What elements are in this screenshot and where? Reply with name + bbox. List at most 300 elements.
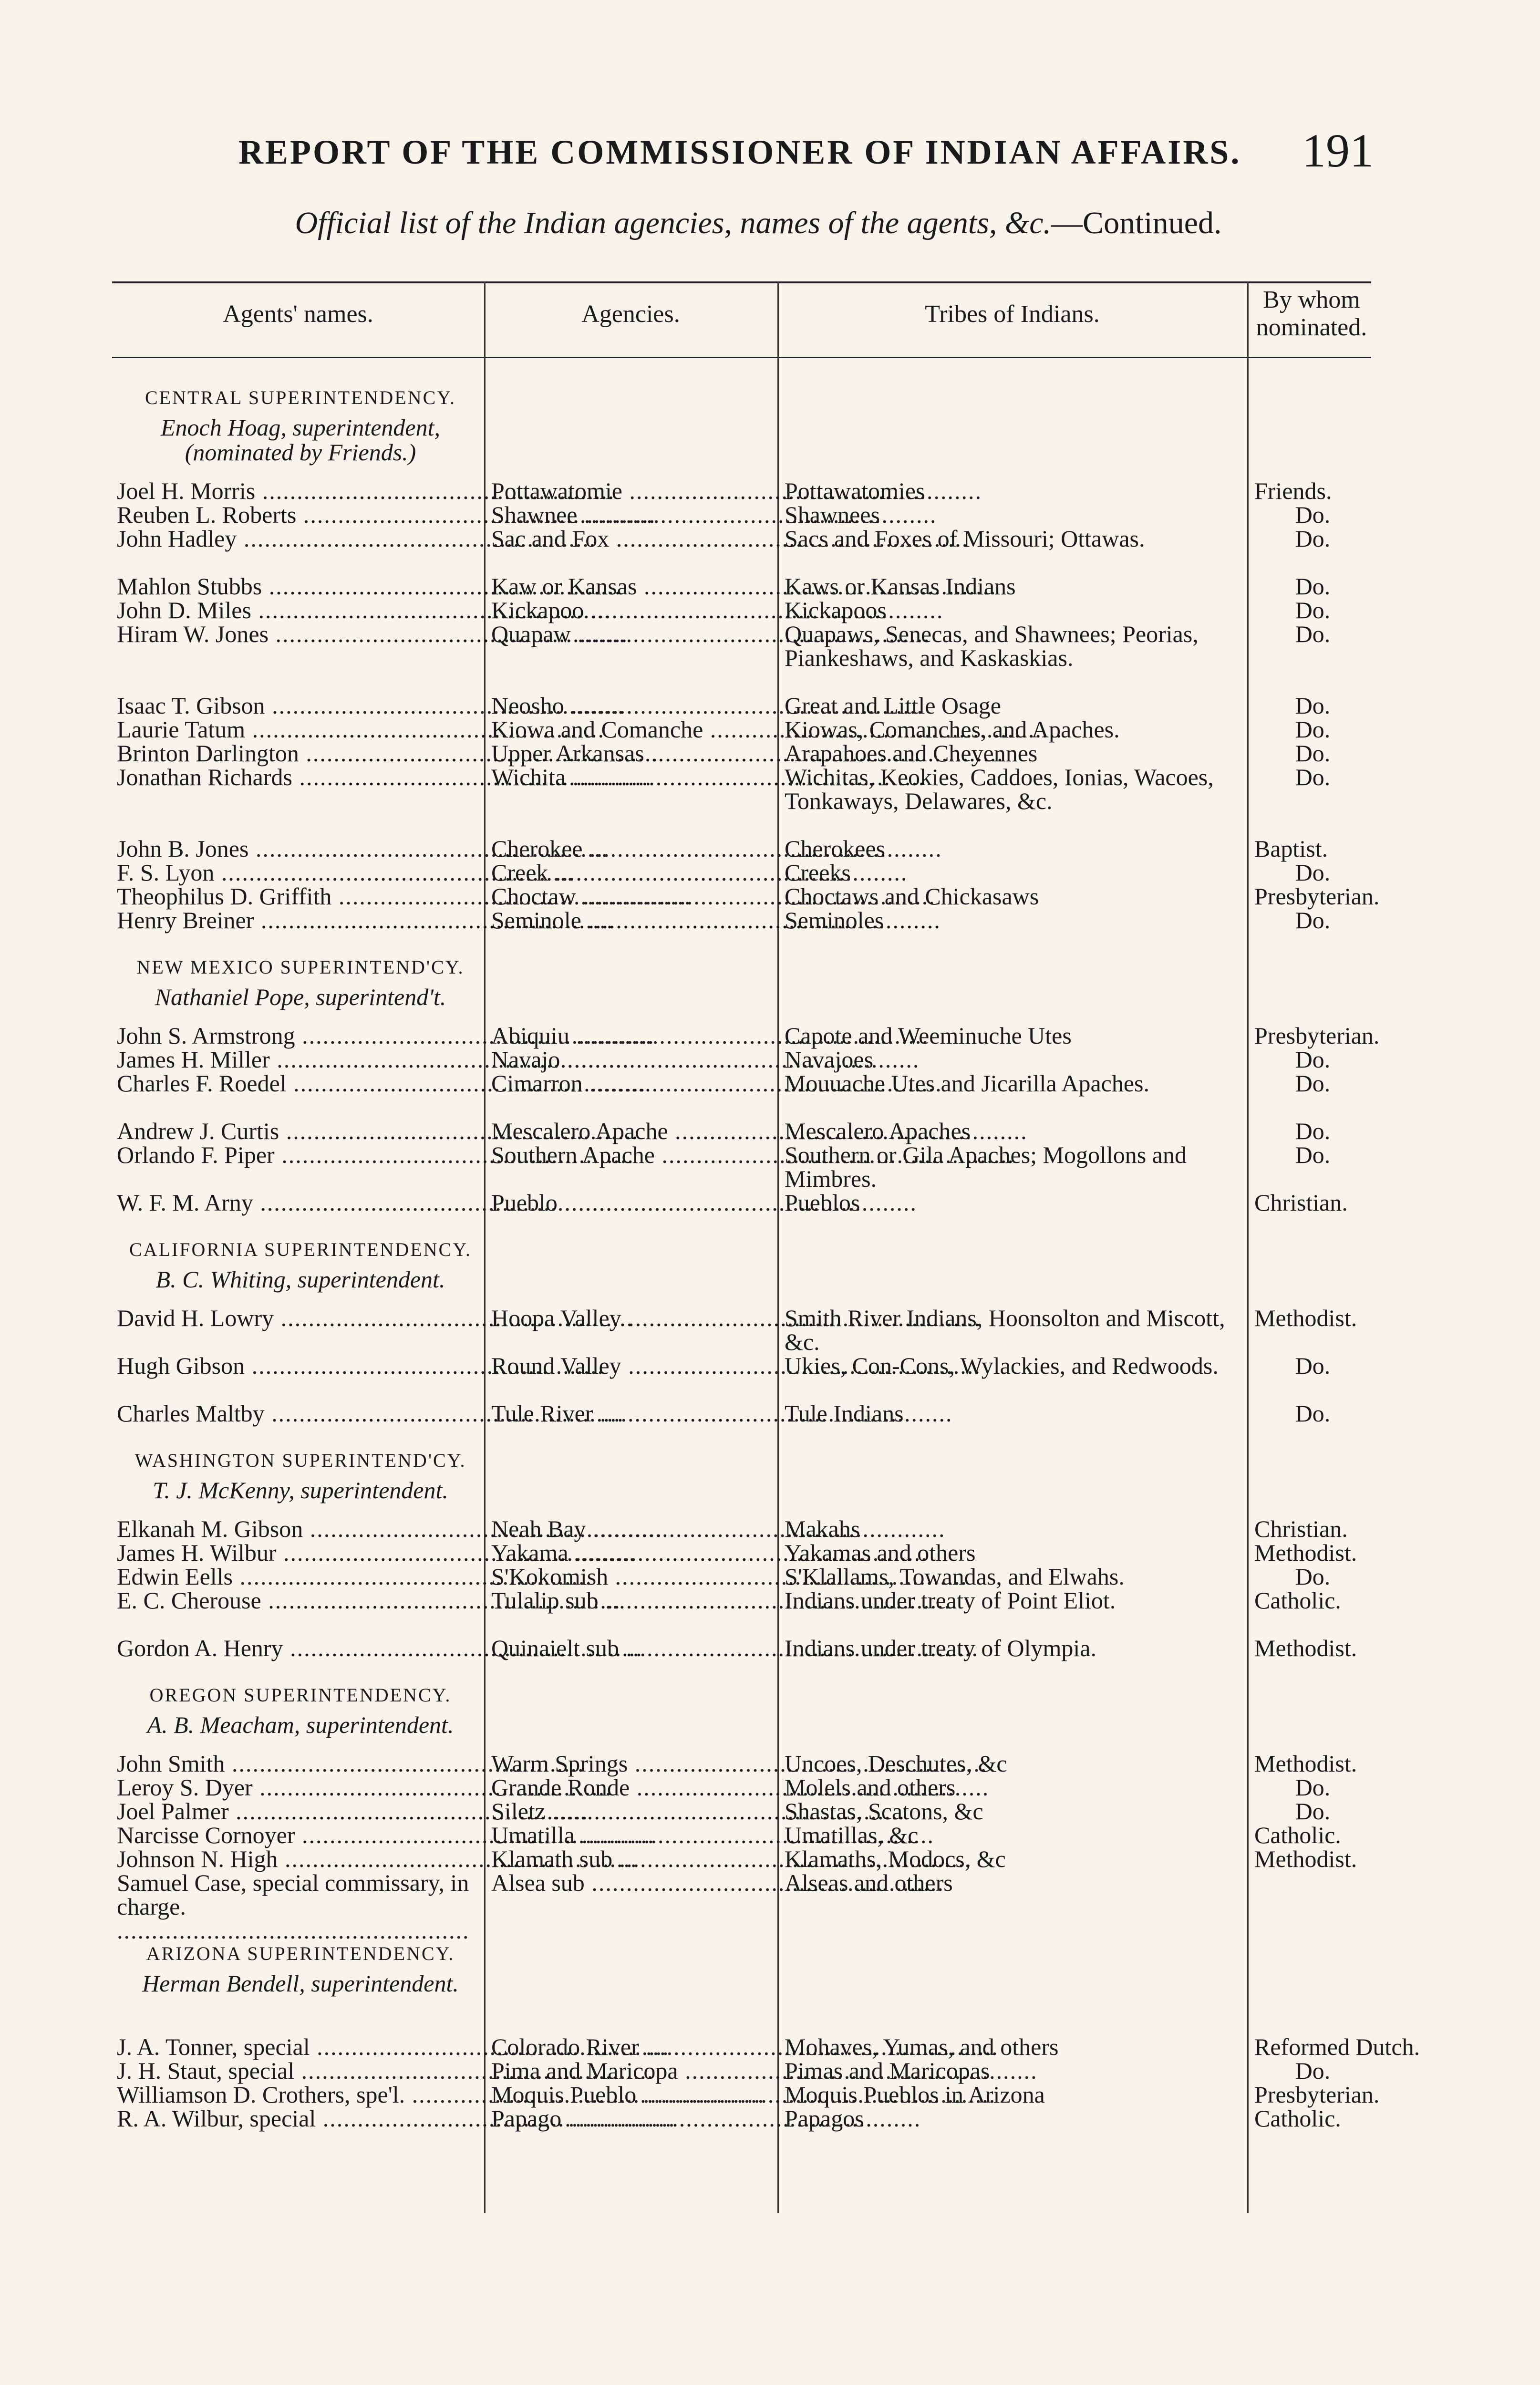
nominated-by-cell	[1254, 622, 1371, 646]
tribes-cell-text: Shawnees	[785, 501, 880, 528]
agent-name-cell	[117, 1565, 484, 1588]
nominated-by-cell	[1254, 1071, 1371, 1095]
agency-name-cell	[491, 1047, 777, 1071]
table-row	[112, 765, 1371, 837]
agency-name-cell	[491, 1143, 777, 1167]
agency-name-cell	[491, 837, 777, 861]
agency-name-cell	[491, 2059, 777, 2083]
report-title: REPORT OF THE COMMISSIONER OF INDIAN AFFAIRS.	[238, 133, 1241, 171]
nominated-by-cell	[1254, 1847, 1371, 1871]
agent-name-cell-text: E. C. Cherouse .....	[117, 1587, 621, 1614]
agent-name-cell-text: John Hadley .....	[117, 525, 596, 552]
nominated-by-cell	[1254, 1354, 1371, 1378]
agent-name-cell	[117, 1752, 484, 1775]
agent-name-cell	[117, 694, 484, 717]
nominated-by-cell	[1254, 1143, 1371, 1167]
nominated-by-cell	[1254, 1752, 1371, 1775]
page-number: 191	[1302, 124, 1374, 177]
tribes-cell-text: Umatillas, &c	[785, 1822, 919, 1848]
agency-name-cell-text: Alsea sub .....	[491, 1869, 944, 1896]
agent-name-cell	[117, 1401, 484, 1425]
agency-name-cell	[491, 1823, 777, 1847]
agent-name-cell-text: Orlando F. Piper .....	[117, 1141, 634, 1168]
agency-name-cell-text: Hoopa Valley .....	[491, 1305, 981, 1331]
tribes-cell-text: Makahs	[785, 1515, 860, 1542]
nominated-by-cell	[1254, 1022, 1380, 1049]
agency-name-cell-text: Cherokee .....	[491, 835, 942, 862]
agent-name-cell-text: Hiram W. Jones .....	[117, 621, 628, 647]
superintendent-name: Enoch Hoag, superintendent, (nominated by Friends.)	[160, 414, 440, 466]
nominated-by-cell	[1254, 717, 1371, 741]
nominated-by-cell	[1254, 1636, 1371, 1660]
nominated-by-cell	[1254, 1306, 1371, 1330]
tribes-cell-text: Seminoles	[785, 907, 884, 933]
column-header-agents: Agents' names.	[223, 301, 373, 328]
nominated-by-cell	[1254, 1517, 1371, 1541]
nominated-by-cell-text: Do.	[1295, 1141, 1331, 1168]
table-row	[112, 1354, 1371, 1401]
agent-name-cell	[117, 1588, 484, 1612]
tribes-cell-text: Indians under treaty of Olympia.	[785, 1635, 1096, 1661]
tribes-cell	[785, 837, 1245, 861]
agent-name-cell	[117, 479, 484, 503]
agent-name-cell	[117, 1823, 484, 1847]
tribes-cell	[785, 765, 1245, 837]
tribes-cell	[785, 598, 1245, 622]
table-row	[112, 2081, 1380, 2108]
agent-name-cell-text: Narcisse Cornoyer .....	[117, 1822, 655, 1848]
tribes-cell	[785, 741, 1245, 765]
nominated-by-cell-text: Catholic.	[1254, 1587, 1341, 1614]
table-row	[112, 1565, 1371, 1588]
table-row	[112, 1847, 1371, 1871]
agent-name-cell	[117, 574, 484, 598]
agency-name-cell-text: Seminole .....	[491, 907, 941, 933]
agency-name-cell	[491, 1752, 777, 1775]
table-row	[112, 1517, 1371, 1541]
agent-name-cell-text: John B. Jones .....	[117, 835, 608, 862]
agent-name-cell-text: John S. Armstrong .....	[117, 1022, 655, 1049]
tribes-cell-text: Papagos	[785, 2105, 864, 2132]
agency-name-cell	[491, 2106, 777, 2130]
tribes-cell	[785, 2106, 1245, 2130]
agency-name-cell-text: Sac and Fox .....	[491, 525, 969, 552]
nominated-by-cell	[1254, 1191, 1371, 1214]
agency-name-cell-text: S'Kokomish .....	[491, 1563, 968, 1590]
table-row	[112, 1799, 1371, 1823]
table-row	[112, 2106, 1371, 2130]
agent-name-cell	[117, 837, 484, 861]
table-row	[112, 1022, 1380, 1049]
nominated-by-cell	[1254, 479, 1371, 503]
nominated-by-cell	[1254, 2081, 1380, 2108]
table-row	[112, 479, 1371, 503]
tribes-cell-text: Pimas and Maricopas	[785, 2057, 990, 2084]
agency-name-cell	[491, 765, 777, 789]
tribes-cell-text: Pottawatomies	[785, 477, 925, 504]
agency-name-cell-text: Kickapoo .....	[491, 597, 943, 623]
section-heading: OREGON SUPERINTENDENCY.	[149, 1684, 452, 1706]
nominated-by-cell	[1254, 694, 1371, 717]
table-row	[112, 861, 1371, 884]
nominated-by-cell-text: Christian.	[1254, 1515, 1348, 1542]
agency-name-cell-text: Quinaielt sub .....	[491, 1635, 979, 1661]
tribes-cell-text: Sacs and Foxes of Missouri; Ottawas.	[785, 525, 1145, 552]
agency-name-cell-text: Kiowa and Comanche .....	[491, 716, 1063, 743]
agency-name-cell-text: Kaw or Kansas .....	[491, 573, 996, 600]
agent-name-cell-text: Brinton Darlington .....	[117, 740, 659, 767]
table-row	[112, 837, 1371, 861]
nominated-by-cell-text: Presbyterian.	[1254, 883, 1380, 910]
agent-name-cell-text: Edwin Eells .....	[117, 1563, 592, 1590]
table-top-rule	[112, 281, 1371, 283]
agent-name-cell	[117, 527, 484, 550]
tribes-cell-text: Arapahoes and Cheyennes	[785, 740, 1038, 767]
tribes-cell	[785, 1143, 1245, 1191]
tribes-cell	[785, 527, 1245, 574]
agent-name-cell	[117, 1847, 484, 1871]
tribes-cell-text: Mohaves, Yumas, and others	[785, 2033, 1059, 2060]
agent-name-cell-text: Johnson N. High .....	[117, 1846, 638, 1872]
agent-name-cell-text: Theophilus D. Griffith .....	[117, 883, 691, 910]
nominated-by-cell	[1254, 1047, 1371, 1071]
nominated-by-cell	[1254, 1541, 1371, 1565]
tribes-cell	[785, 1799, 1245, 1823]
agent-name-cell	[117, 741, 484, 765]
agency-name-cell-text: Grande Ronde .....	[491, 1774, 989, 1801]
nominated-by-cell	[1254, 598, 1371, 622]
agent-name-cell	[117, 622, 484, 646]
agency-name-cell-text: Mescalero Apache .....	[491, 1118, 1028, 1144]
agency-name-cell-text: Colorado River .....	[491, 2033, 999, 2060]
nominated-by-cell-text: Do.	[1295, 621, 1331, 647]
agent-name-cell-text: John D. Miles .....	[117, 597, 611, 623]
agency-name-cell-text: Yakama .....	[491, 1539, 928, 1566]
tribes-cell-text: Tule Indians	[785, 1400, 904, 1427]
table-row	[112, 1871, 1371, 1918]
nominated-by-cell-text: Methodist.	[1254, 1305, 1357, 1331]
agent-name-cell-text: David H. Lowry .....	[117, 1305, 633, 1331]
agent-name-cell-text: Henry Breiner .....	[117, 907, 613, 933]
nominated-by-cell-text: Catholic.	[1254, 2105, 1341, 2132]
tribes-cell	[785, 694, 1245, 717]
tribes-cell	[785, 1517, 1245, 1541]
agent-name-cell	[117, 1871, 484, 1918]
agent-name-cell-text: Reuben L. Roberts .....	[117, 501, 656, 528]
agent-name-cell-text: Andrew J. Curtis .....	[117, 1118, 639, 1144]
agency-name-cell	[491, 1191, 777, 1214]
section-heading: ARIZONA SUPERINTENDENCY.	[146, 1943, 455, 1964]
tribes-cell-text: Indians under treaty of Point Eliot.	[785, 1587, 1116, 1614]
superintendent-name: Herman Bendell, superintendent.	[142, 1970, 459, 1997]
tribes-cell	[785, 479, 1245, 503]
nominated-by-cell-text: Reformed Dutch.	[1254, 2033, 1420, 2060]
nominated-by-cell-text: Do.	[1295, 740, 1331, 767]
tribes-cell-text: Cherokees	[785, 835, 886, 862]
table-row	[112, 622, 1371, 694]
nominated-by-cell	[1254, 883, 1380, 910]
agent-name-cell-text: J. H. Staut, special .....	[117, 2057, 654, 2084]
nominated-by-cell	[1254, 765, 1371, 789]
agent-name-cell	[117, 717, 484, 741]
agent-name-cell	[117, 503, 484, 527]
nominated-by-cell	[1254, 574, 1371, 598]
agent-name-cell-text: F. S. Lyon .....	[117, 859, 574, 886]
tribes-cell	[785, 717, 1245, 741]
tribes-cell-text: Great and Little Osage	[785, 692, 1001, 719]
tribes-cell-text: Mouuache Utes and Jicarilla Apaches.	[785, 1070, 1150, 1097]
tribes-cell-text: Uncoes, Deschutes, &c	[785, 1750, 1007, 1777]
tribes-cell	[785, 2035, 1245, 2059]
table-row	[112, 1047, 1371, 1071]
table-row	[112, 908, 1371, 932]
tribes-cell	[785, 1401, 1245, 1425]
nominated-by-cell-text: Do.	[1295, 573, 1331, 600]
agency-name-cell	[491, 1306, 777, 1330]
agency-name-cell-text: Siletz .....	[491, 1798, 905, 1825]
nominated-by-cell-text: Friends.	[1254, 477, 1332, 504]
table-row	[112, 2059, 1371, 2083]
agency-name-cell-text: Round Valley .....	[491, 1352, 981, 1379]
tribes-cell-text: Yakamas and others	[785, 1539, 976, 1566]
table-row	[112, 1752, 1371, 1775]
nominated-by-cell	[1254, 837, 1371, 861]
caption-suffix: —Continued.	[1051, 206, 1222, 240]
agent-name-cell-text: Samuel Case, special commissary, in charge. .....	[117, 1869, 470, 1944]
nominated-by-cell	[1254, 1799, 1371, 1823]
tribes-cell	[785, 1775, 1245, 1799]
tribes-cell	[785, 1354, 1245, 1401]
agent-name-cell	[117, 1071, 484, 1095]
agent-name-cell-text: Elkanah M. Gibson .....	[117, 1515, 662, 1542]
table-row	[112, 1306, 1371, 1354]
agency-name-cell	[491, 2083, 777, 2106]
tribes-cell-text: Moquis Pueblos in Arizona	[785, 2081, 1045, 2108]
table-row	[112, 741, 1371, 765]
agent-name-cell	[117, 884, 484, 908]
agency-name-cell	[491, 1024, 777, 1047]
agency-name-cell	[491, 908, 777, 932]
tribes-cell	[785, 861, 1245, 884]
agency-name-cell-text: Shawnee .....	[491, 501, 937, 528]
agent-name-cell-text: Williamson D. Crothers, spe'l. .....	[117, 2081, 765, 2108]
agency-name-cell	[491, 694, 777, 717]
agent-name-cell	[117, 1354, 484, 1378]
superintendent-name: Nathaniel Pope, superintend't.	[155, 984, 446, 1010]
table-row	[112, 527, 1371, 574]
agent-name-cell	[117, 598, 484, 622]
agency-name-cell	[491, 1799, 777, 1823]
agent-name-cell-text: Hugh Gibson .....	[117, 1352, 604, 1379]
agent-name-cell	[117, 765, 484, 789]
column-header-nominated: By whom nominated.	[1256, 286, 1367, 341]
agent-name-cell-text: Laurie Tatum .....	[117, 716, 605, 743]
agency-name-cell	[491, 2035, 777, 2059]
nominated-by-cell-text: Christian.	[1254, 1189, 1348, 1216]
nominated-by-cell-text: Baptist.	[1254, 835, 1328, 862]
agency-name-cell-text: Pottawatomie .....	[491, 477, 982, 504]
agency-name-cell-text: Pueblo .....	[491, 1189, 917, 1216]
tribes-cell	[785, 1823, 1245, 1847]
agency-name-cell-text: Cimarron .....	[491, 1070, 942, 1097]
nominated-by-cell	[1254, 908, 1371, 932]
tribes-cell	[785, 1541, 1245, 1565]
nominated-by-cell-text: Do.	[1295, 716, 1331, 743]
agent-name-cell-text: W. F. M. Arny .....	[117, 1189, 613, 1216]
nominated-by-cell-text: Do.	[1295, 2057, 1331, 2084]
agent-name-cell	[117, 2083, 484, 2106]
table-row	[112, 598, 1371, 622]
agent-name-cell	[117, 1799, 484, 1823]
tribes-cell-text: Creeks	[785, 859, 851, 886]
agent-name-cell	[117, 1119, 484, 1143]
nominated-by-cell-text: Do.	[1295, 501, 1331, 528]
nominated-by-cell-text: Do.	[1295, 692, 1331, 719]
tribes-cell-text: Klamaths, Modocs, &c	[785, 1846, 1006, 1872]
agency-name-cell-text: Pima and Maricopa .....	[491, 2057, 1038, 2084]
agent-name-cell-text: Jonathan Richards .....	[117, 764, 652, 790]
nominated-by-cell-text: Methodist.	[1254, 1846, 1357, 1872]
agency-name-cell-text: Navajo .....	[491, 1046, 920, 1073]
tribes-cell	[785, 1752, 1245, 1775]
superintendent-name: T. J. McKenny, superintendent.	[153, 1477, 448, 1504]
agency-name-cell	[491, 1517, 777, 1541]
table-row	[112, 1588, 1371, 1636]
agency-name-cell-text: Wichita .....	[491, 764, 925, 790]
tribes-cell	[785, 1871, 1245, 1918]
table-row	[112, 1191, 1371, 1214]
agency-name-cell-text: Southern Apache .....	[491, 1141, 1014, 1168]
agent-name-cell-text: Isaac T. Gibson .....	[117, 692, 625, 719]
agent-name-cell	[117, 1047, 484, 1071]
nominated-by-cell-text: Do.	[1295, 1118, 1331, 1144]
agent-name-cell	[117, 908, 484, 932]
running-head	[238, 123, 1374, 176]
section-heading: CALIFORNIA SUPERINTENDENCY.	[129, 1239, 472, 1260]
tribes-cell-text: Capote and Weeminuche Utes	[785, 1022, 1072, 1049]
table-row	[112, 1775, 1371, 1799]
table-row	[112, 694, 1371, 717]
nominated-by-cell	[1254, 1401, 1371, 1425]
nominated-by-cell-text: Do.	[1295, 1798, 1331, 1825]
table-row	[112, 2033, 1420, 2060]
tribes-cell	[785, 2083, 1245, 2106]
agent-name-cell	[117, 2059, 484, 2083]
agent-name-cell-text: James H. Wilbur .....	[117, 1539, 636, 1566]
nominated-by-cell	[1254, 527, 1371, 550]
table-row	[112, 1119, 1371, 1143]
column-header-agencies: Agencies.	[581, 301, 680, 328]
superintendent-name: A. B. Meacham, superintendent.	[147, 1711, 454, 1738]
tribes-cell-text: Alseas and others	[785, 1869, 953, 1896]
tribes-cell-text: Southern or Gila Apaches; Mogollons and Mimbres.	[785, 1141, 1187, 1192]
nominated-by-cell	[1254, 2059, 1371, 2083]
tribes-cell	[785, 1119, 1245, 1143]
tribes-cell	[785, 1588, 1245, 1636]
agency-name-cell-text: Tulalip sub .....	[491, 1587, 958, 1614]
agent-name-cell-text: Leroy S. Dyer .....	[117, 1774, 612, 1801]
agency-name-cell	[491, 1541, 777, 1565]
agency-name-cell	[491, 479, 777, 503]
agent-name-cell	[117, 1024, 484, 1047]
agent-name-cell-text: J. A. Tonner, special .....	[117, 2033, 670, 2060]
agent-name-cell-text: John Smith .....	[117, 1750, 584, 1777]
agency-name-cell-text: Upper Arkansas .....	[491, 740, 1004, 767]
nominated-by-cell-text: Do.	[1295, 1400, 1331, 1427]
agency-name-cell-text: Umatilla .....	[491, 1822, 934, 1848]
nominated-by-cell-text: Methodist.	[1254, 1750, 1357, 1777]
agent-name-cell	[117, 1143, 484, 1167]
agency-name-cell	[491, 884, 777, 908]
nominated-by-cell-text: Do.	[1295, 1563, 1331, 1590]
nominated-by-cell	[1254, 1565, 1371, 1588]
agency-name-cell	[491, 1871, 777, 1895]
superintendent-name: B. C. Whiting, superintendent.	[155, 1266, 445, 1293]
agency-name-cell	[491, 1401, 777, 1425]
agency-name-cell	[491, 1071, 777, 1095]
table-caption	[258, 205, 1259, 241]
tribes-cell-text: Choctaws and Chickasaws	[785, 883, 1039, 910]
tribes-cell	[785, 1047, 1245, 1071]
tribes-cell	[785, 1024, 1245, 1047]
agent-name-cell-text: Gordon A. Henry .....	[117, 1635, 643, 1661]
nominated-by-cell	[1254, 1588, 1371, 1612]
tribes-cell	[785, 622, 1245, 694]
agency-name-cell-text: Papago .....	[491, 2105, 921, 2132]
tribes-cell	[785, 1306, 1245, 1354]
agency-name-cell	[491, 574, 777, 598]
nominated-by-cell	[1254, 503, 1371, 527]
tribes-cell-text: Wichitas, Keokies, Caddoes, Ionias, Wacoes, Tonkaways, Delawares, &c.	[785, 764, 1214, 814]
agency-name-cell-text: Creek .....	[491, 859, 908, 886]
tribes-cell	[785, 503, 1245, 527]
table-row	[112, 1143, 1371, 1191]
nominated-by-cell-text: Methodist.	[1254, 1539, 1357, 1566]
agency-name-cell	[491, 1565, 777, 1588]
agency-name-cell	[491, 622, 777, 646]
agency-name-cell-text: Neah Bay .....	[491, 1515, 946, 1542]
nominated-by-cell-text: Do.	[1295, 597, 1331, 623]
table-row	[112, 1401, 1371, 1425]
tribes-cell	[785, 884, 1245, 908]
agent-name-cell-text: Joel H. Morris .....	[117, 477, 615, 504]
nominated-by-cell-text: Do.	[1295, 1352, 1331, 1379]
table-row	[112, 1823, 1371, 1847]
tribes-cell	[785, 2059, 1245, 2083]
tribes-cell-text: S'Klallams, Towandas, and Elwahs.	[785, 1563, 1125, 1590]
agency-name-cell-text: Warm Springs .....	[491, 1750, 987, 1777]
tribes-cell	[785, 1565, 1245, 1588]
table-row	[112, 1541, 1371, 1565]
tribes-cell-text: Ukies, Con-Cons, Wylackies, and Redwoods.	[785, 1352, 1219, 1379]
agency-name-cell	[491, 598, 777, 622]
tribes-cell-text: Navajoes	[785, 1046, 874, 1073]
agent-name-cell	[117, 1306, 484, 1330]
tribes-cell-text: Kickapoos	[785, 597, 887, 623]
agent-name-cell	[117, 1636, 484, 1660]
agency-name-cell	[491, 1636, 777, 1660]
tribes-cell-text: Molels and others	[785, 1774, 956, 1801]
agency-name-cell-text: Neosho .....	[491, 692, 924, 719]
tribes-cell-text: Shastas, Scatons, &c	[785, 1798, 983, 1825]
agency-name-cell	[491, 527, 777, 550]
nominated-by-cell-text: Presbyterian.	[1254, 2081, 1380, 2108]
agent-name-cell-text: R. A. Wilbur, special .....	[117, 2105, 675, 2132]
agency-name-cell-text: Choctaw .....	[491, 883, 936, 910]
agency-name-cell	[491, 717, 777, 741]
agency-name-cell	[491, 1119, 777, 1143]
section-heading: WASHINGTON SUPERINTEND'CY.	[134, 1450, 466, 1471]
